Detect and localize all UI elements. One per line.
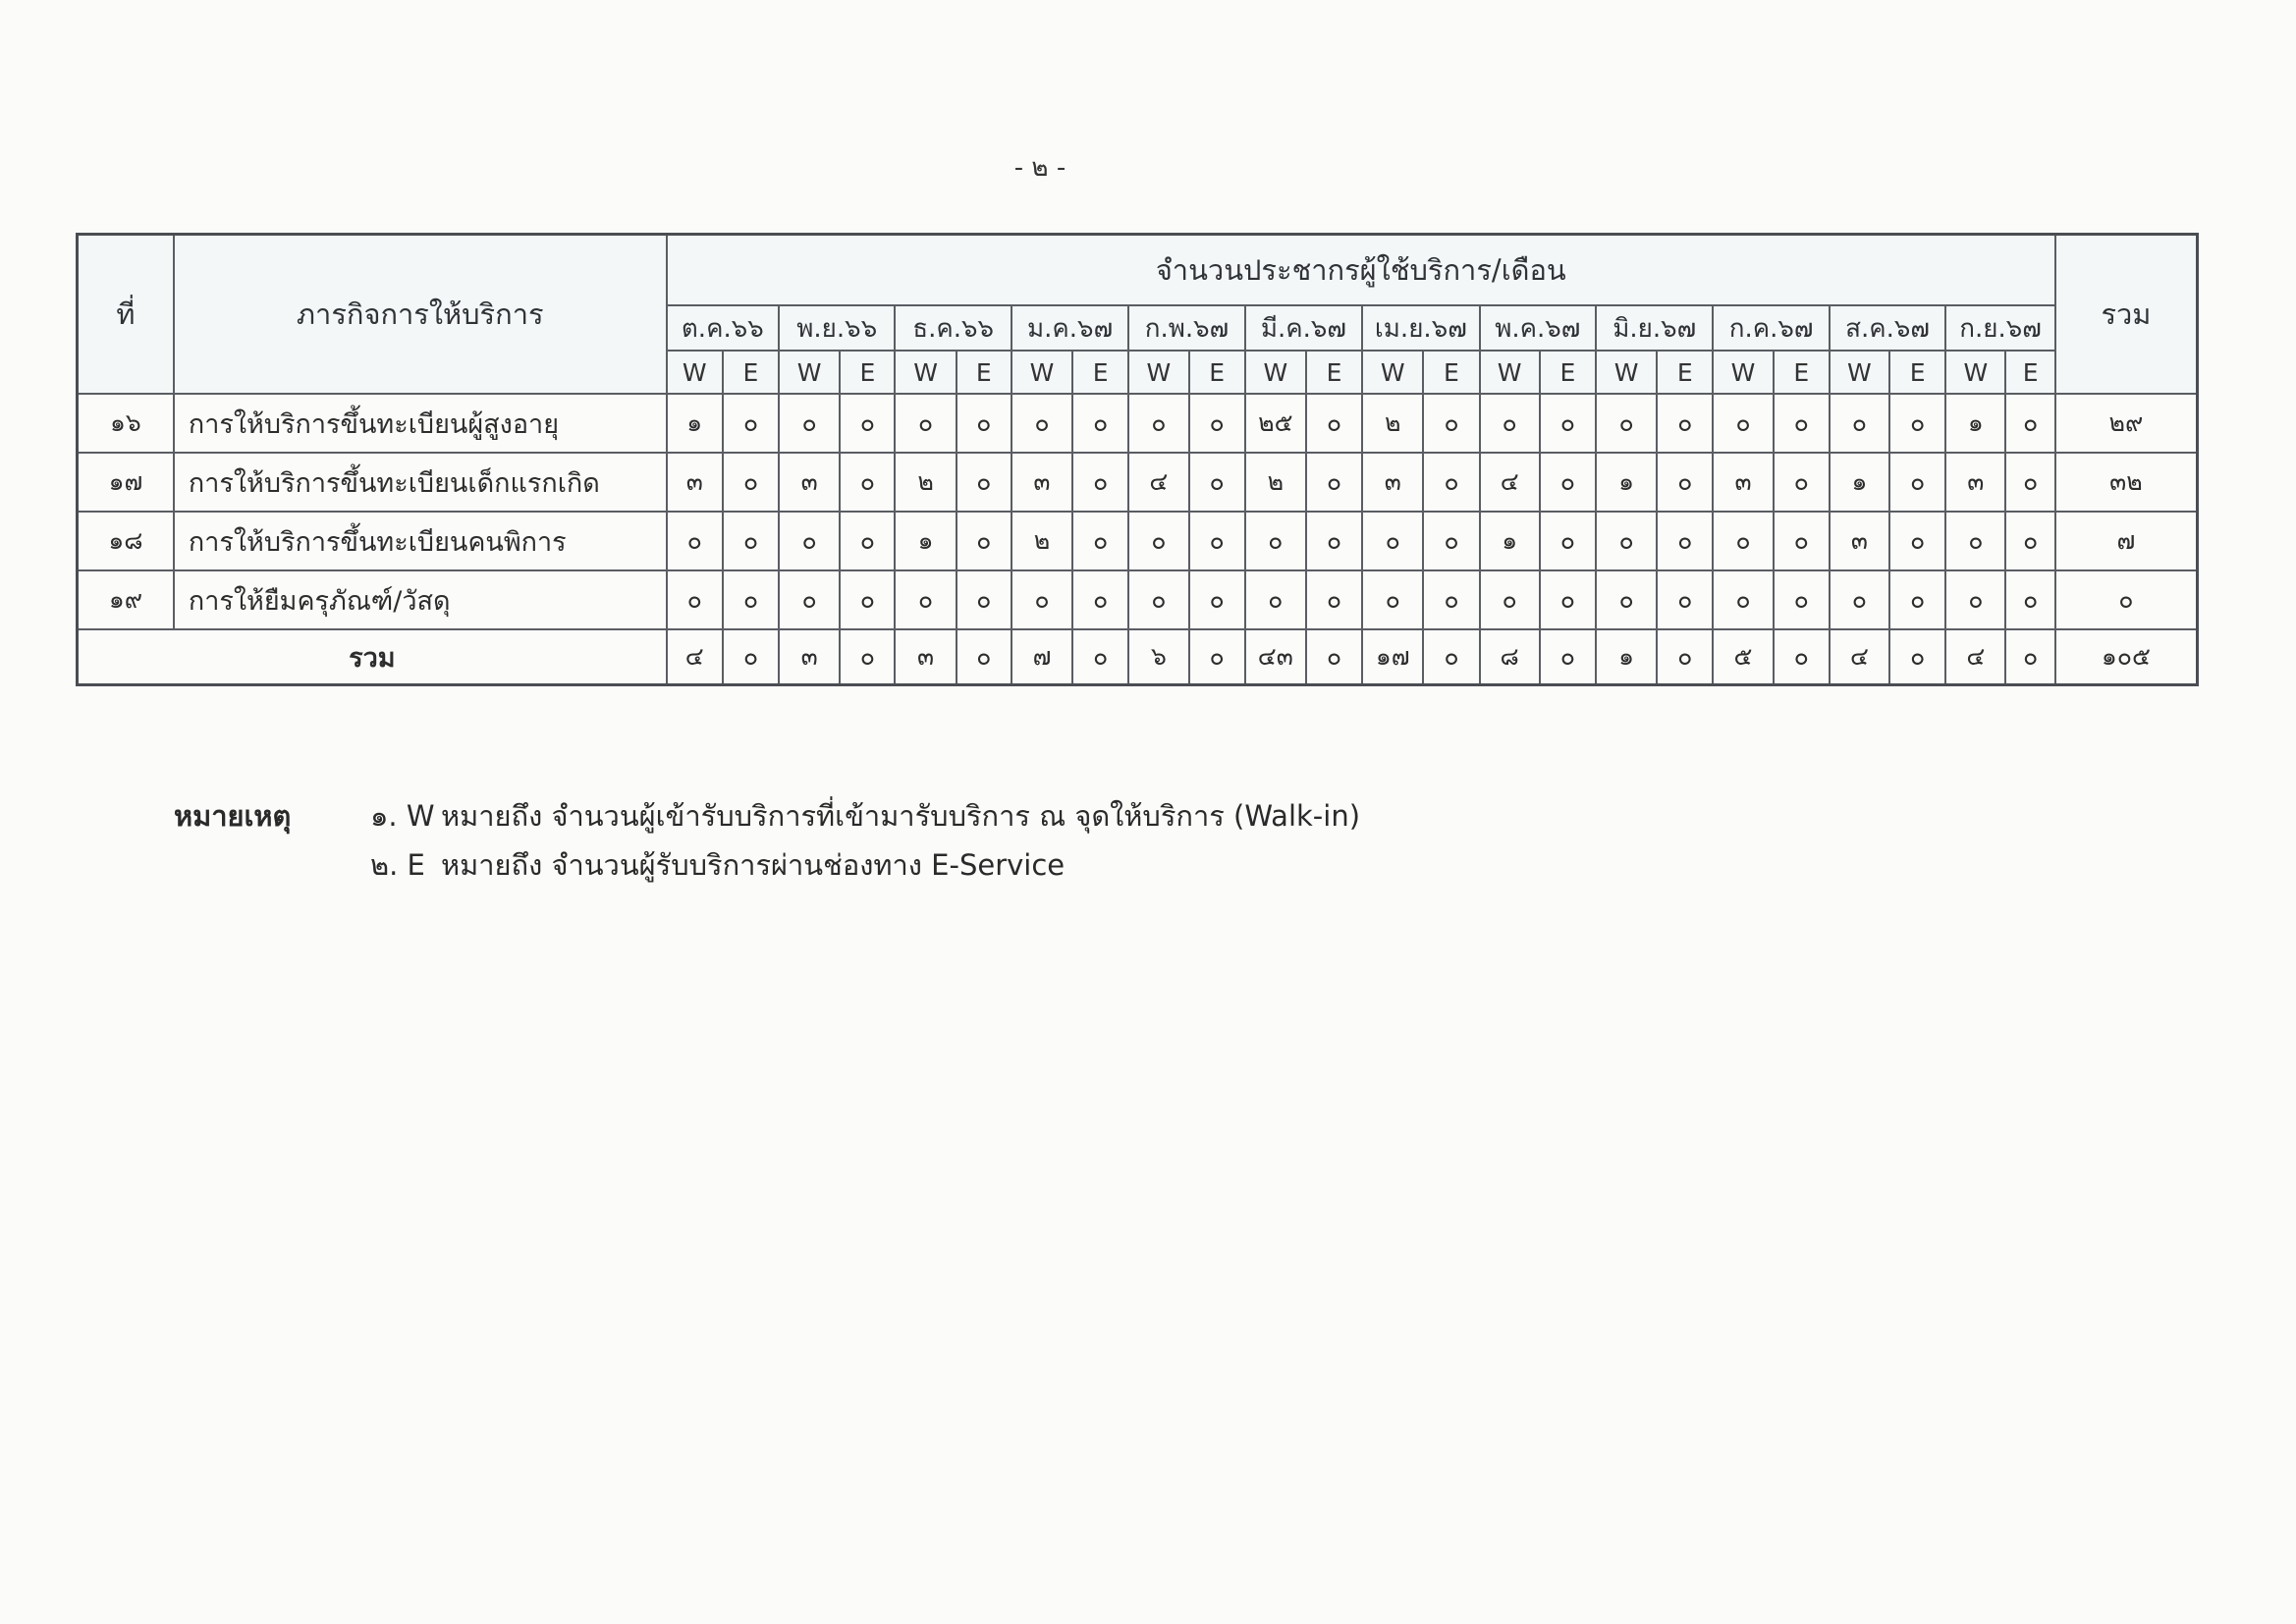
- month-header: มี.ค.๖๗: [1245, 305, 1362, 351]
- month-header: เม.ย.๖๗: [1362, 305, 1479, 351]
- grand-total-value: ๑๐๕: [2055, 629, 2198, 685]
- e-service-total: ๐: [1423, 629, 1479, 685]
- e-service-count: ๐: [957, 394, 1011, 453]
- month-header: พ.ค.๖๗: [1480, 305, 1596, 351]
- notes-label: หมายเหตุ: [174, 799, 292, 833]
- month-header: มิ.ย.๖๗: [1596, 305, 1713, 351]
- walk-in-total: ๘: [1480, 629, 1540, 685]
- e-service-count: ๐: [723, 453, 779, 512]
- walk-in-count: ๐: [1830, 394, 1889, 453]
- page-number: - ๒ -: [1013, 153, 1066, 183]
- walk-in-count: ๐: [1713, 394, 1773, 453]
- e-service-count: ๐: [1072, 512, 1128, 570]
- month-header: พ.ย.๖๖: [779, 305, 895, 351]
- month-header: ก.ย.๖๗: [1945, 305, 2055, 351]
- e-service-count: ๐: [1423, 453, 1479, 512]
- e-service-count: ๐: [1423, 394, 1479, 453]
- e-service-count: ๐: [957, 453, 1011, 512]
- month-header: ม.ค.๖๗: [1011, 305, 1128, 351]
- row-task-name: การให้บริการขึ้นทะเบียนคนพิการ: [174, 512, 667, 570]
- walk-in-count: ๐: [1128, 570, 1188, 629]
- walk-in-count: ๐: [779, 570, 840, 629]
- walk-in-count: ๓: [779, 453, 840, 512]
- walk-in-count: ๑: [667, 394, 723, 453]
- e-service-count: ๐: [957, 512, 1011, 570]
- e-service-total: ๐: [1189, 629, 1245, 685]
- e-service-count: ๐: [1889, 512, 1945, 570]
- row-task-name: การให้บริการขึ้นทะเบียนผู้สูงอายุ: [174, 394, 667, 453]
- walk-in-count: ๑: [1480, 512, 1540, 570]
- e-service-count: ๐: [723, 394, 779, 453]
- walk-in-count: ๓: [1830, 512, 1889, 570]
- header-total: รวม: [2055, 235, 2198, 395]
- grand-total-row: [78, 629, 2198, 685]
- e-service-count: ๐: [1423, 512, 1479, 570]
- note-text: หมายถึง จำนวนผู้เข้ารับบริการที่เข้ามารับบริการ ณ จุดให้บริการ (Walk-in): [441, 799, 1361, 833]
- walk-in-total: ๗: [1011, 629, 1072, 685]
- e-service-count: ๐: [1657, 570, 1713, 629]
- e-service-total: ๐: [723, 629, 779, 685]
- e-service-count: ๐: [1657, 394, 1713, 453]
- walk-in-total: ๔๓: [1245, 629, 1306, 685]
- header-monthly-users: จำนวนประชากรผู้ใช้บริการ/เดือน: [667, 235, 2055, 306]
- e-service-total: ๐: [1774, 629, 1830, 685]
- e-service-total: ๐: [1657, 629, 1713, 685]
- e-service-total: ๐: [840, 629, 895, 685]
- e-service-total: ๐: [1072, 629, 1128, 685]
- e-service-count: ๐: [1540, 570, 1596, 629]
- walk-in-count: ๐: [1596, 512, 1657, 570]
- row-total: ๗: [2055, 512, 2198, 570]
- e-service-count: ๐: [840, 394, 895, 453]
- e-service-count: ๐: [2005, 512, 2054, 570]
- walk-in-count: ๒: [1011, 512, 1072, 570]
- walk-in-count: ๐: [667, 512, 723, 570]
- walk-in-count: ๓: [1362, 453, 1423, 512]
- note-walk-in: [370, 793, 1360, 839]
- e-service-total: ๐: [1306, 629, 1362, 685]
- month-header: ส.ค.๖๗: [1830, 305, 1945, 351]
- walk-in-count: ๐: [1245, 512, 1306, 570]
- e-service-subheader: E: [1306, 351, 1362, 394]
- e-service-count: ๐: [1540, 512, 1596, 570]
- walk-in-count: ๐: [1011, 394, 1072, 453]
- row-number: ๑๖: [78, 394, 174, 453]
- walk-in-count: ๐: [1480, 394, 1540, 453]
- e-service-count: ๐: [1189, 570, 1245, 629]
- month-header: ต.ค.๖๖: [667, 305, 779, 351]
- walk-in-count: ๐: [1945, 570, 2005, 629]
- month-header: ธ.ค.๖๖: [895, 305, 1011, 351]
- grand-total-label: รวม: [78, 629, 667, 685]
- e-service-count: ๐: [1423, 570, 1479, 629]
- walk-in-count: ๐: [779, 394, 840, 453]
- walk-in-count: ๓: [1945, 453, 2005, 512]
- walk-in-count: ๒๕: [1245, 394, 1306, 453]
- walk-in-count: ๒: [1362, 394, 1423, 453]
- row-total: ๓๒: [2055, 453, 2198, 512]
- walk-in-count: ๓: [667, 453, 723, 512]
- month-header: ก.ค.๖๗: [1713, 305, 1829, 351]
- walk-in-subheader: W: [1480, 351, 1540, 394]
- walk-in-count: ๐: [667, 570, 723, 629]
- header-no: ที่: [78, 235, 174, 395]
- e-service-count: ๐: [1072, 570, 1128, 629]
- walk-in-count: ๐: [895, 394, 956, 453]
- walk-in-total: ๔: [1830, 629, 1889, 685]
- walk-in-total: ๓: [895, 629, 956, 685]
- walk-in-total: ๓: [779, 629, 840, 685]
- e-service-count: ๐: [2005, 453, 2054, 512]
- table-row: [78, 394, 2198, 453]
- walk-in-count: ๐: [1596, 394, 1657, 453]
- walk-in-subheader: W: [1596, 351, 1657, 394]
- walk-in-count: ๐: [1362, 570, 1423, 629]
- row-number: ๑๘: [78, 512, 174, 570]
- header-task: ภารกิจการให้บริการ: [174, 235, 667, 395]
- month-header: ก.พ.๖๗: [1128, 305, 1244, 351]
- walk-in-count: ๐: [1480, 570, 1540, 629]
- walk-in-subheader: W: [1945, 351, 2005, 394]
- e-service-count: ๐: [1306, 570, 1362, 629]
- e-service-subheader: E: [840, 351, 895, 394]
- e-service-count: ๐: [840, 453, 895, 512]
- e-service-count: ๐: [1540, 394, 1596, 453]
- walk-in-count: ๑: [1596, 453, 1657, 512]
- e-service-count: ๐: [1774, 512, 1830, 570]
- e-service-count: ๐: [1072, 453, 1128, 512]
- walk-in-count: ๐: [1011, 570, 1072, 629]
- walk-in-count: ๑: [895, 512, 956, 570]
- e-service-count: ๐: [1657, 512, 1713, 570]
- walk-in-subheader: W: [779, 351, 840, 394]
- e-service-count: ๐: [1889, 453, 1945, 512]
- e-service-count: ๐: [1306, 394, 1362, 453]
- e-service-count: ๐: [840, 512, 895, 570]
- note-text: หมายถึง จำนวนผู้รับบริการผ่านช่องทาง E-Service: [441, 848, 1066, 882]
- walk-in-count: ๐: [1713, 570, 1773, 629]
- walk-in-count: ๐: [1596, 570, 1657, 629]
- e-service-total: ๐: [1889, 629, 1945, 685]
- walk-in-subheader: W: [1245, 351, 1306, 394]
- service-statistics-table: [76, 233, 2199, 686]
- e-service-subheader: E: [1774, 351, 1830, 394]
- e-service-count: ๐: [2005, 570, 2054, 629]
- walk-in-total: ๕: [1713, 629, 1773, 685]
- e-service-count: ๐: [1889, 394, 1945, 453]
- walk-in-count: ๒: [895, 453, 956, 512]
- e-service-count: ๐: [1072, 394, 1128, 453]
- walk-in-total: ๔: [667, 629, 723, 685]
- e-service-count: ๐: [723, 570, 779, 629]
- walk-in-subheader: W: [1713, 351, 1773, 394]
- walk-in-total: ๑: [1596, 629, 1657, 685]
- e-service-count: ๐: [1774, 453, 1830, 512]
- walk-in-subheader: W: [1128, 351, 1188, 394]
- note-e-service: [370, 842, 1065, 888]
- e-service-subheader: E: [1889, 351, 1945, 394]
- row-number: ๑๙: [78, 570, 174, 629]
- walk-in-count: ๐: [1713, 512, 1773, 570]
- row-number: ๑๗: [78, 453, 174, 512]
- e-service-subheader: E: [1540, 351, 1596, 394]
- walk-in-count: ๐: [895, 570, 956, 629]
- table-row: [78, 512, 2198, 570]
- e-service-count: ๐: [957, 570, 1011, 629]
- e-service-subheader: E: [1423, 351, 1479, 394]
- e-service-count: ๐: [723, 512, 779, 570]
- walk-in-subheader: W: [895, 351, 956, 394]
- e-service-count: ๐: [1889, 570, 1945, 629]
- e-service-count: ๐: [1774, 394, 1830, 453]
- walk-in-subheader: W: [1362, 351, 1423, 394]
- e-service-count: ๐: [1189, 453, 1245, 512]
- table-row: [78, 570, 2198, 629]
- walk-in-count: ๒: [1245, 453, 1306, 512]
- e-service-total: ๐: [1540, 629, 1596, 685]
- row-total: ๒๙: [2055, 394, 2198, 453]
- table-row: [78, 453, 2198, 512]
- e-service-subheader: E: [723, 351, 779, 394]
- walk-in-count: ๔: [1480, 453, 1540, 512]
- e-service-subheader: E: [1072, 351, 1128, 394]
- row-task-name: การให้ยืมครุภัณฑ์/วัสดุ: [174, 570, 667, 629]
- e-service-subheader: E: [1657, 351, 1713, 394]
- row-task-name: การให้บริการขึ้นทะเบียนเด็กแรกเกิด: [174, 453, 667, 512]
- walk-in-count: ๓: [1713, 453, 1773, 512]
- e-service-count: ๐: [1774, 570, 1830, 629]
- walk-in-total: ๖: [1128, 629, 1188, 685]
- e-service-subheader: E: [1189, 351, 1245, 394]
- walk-in-count: ๐: [779, 512, 840, 570]
- walk-in-count: ๑: [1945, 394, 2005, 453]
- e-service-count: ๐: [1306, 453, 1362, 512]
- e-service-count: ๐: [2005, 394, 2054, 453]
- walk-in-count: ๐: [1128, 394, 1188, 453]
- e-service-total: ๐: [2005, 629, 2054, 685]
- e-service-subheader: E: [957, 351, 1011, 394]
- walk-in-count: ๐: [1245, 570, 1306, 629]
- walk-in-total: ๑๗: [1362, 629, 1423, 685]
- note-number: ๒. E: [370, 848, 425, 882]
- e-service-count: ๐: [1657, 453, 1713, 512]
- walk-in-count: ๐: [1362, 512, 1423, 570]
- walk-in-subheader: W: [1830, 351, 1889, 394]
- e-service-count: ๐: [1540, 453, 1596, 512]
- e-service-count: ๐: [840, 570, 895, 629]
- walk-in-count: ๓: [1011, 453, 1072, 512]
- walk-in-total: ๔: [1945, 629, 2005, 685]
- e-service-total: ๐: [957, 629, 1011, 685]
- e-service-count: ๐: [1189, 512, 1245, 570]
- e-service-count: ๐: [1189, 394, 1245, 453]
- walk-in-subheader: W: [667, 351, 723, 394]
- walk-in-count: ๐: [1945, 512, 2005, 570]
- walk-in-count: ๐: [1128, 512, 1188, 570]
- walk-in-count: ๔: [1128, 453, 1188, 512]
- e-service-subheader: E: [2005, 351, 2054, 394]
- note-number: ๑. W: [370, 799, 435, 833]
- row-total: ๐: [2055, 570, 2198, 629]
- walk-in-count: ๐: [1830, 570, 1889, 629]
- walk-in-count: ๑: [1830, 453, 1889, 512]
- e-service-count: ๐: [1306, 512, 1362, 570]
- walk-in-subheader: W: [1011, 351, 1072, 394]
